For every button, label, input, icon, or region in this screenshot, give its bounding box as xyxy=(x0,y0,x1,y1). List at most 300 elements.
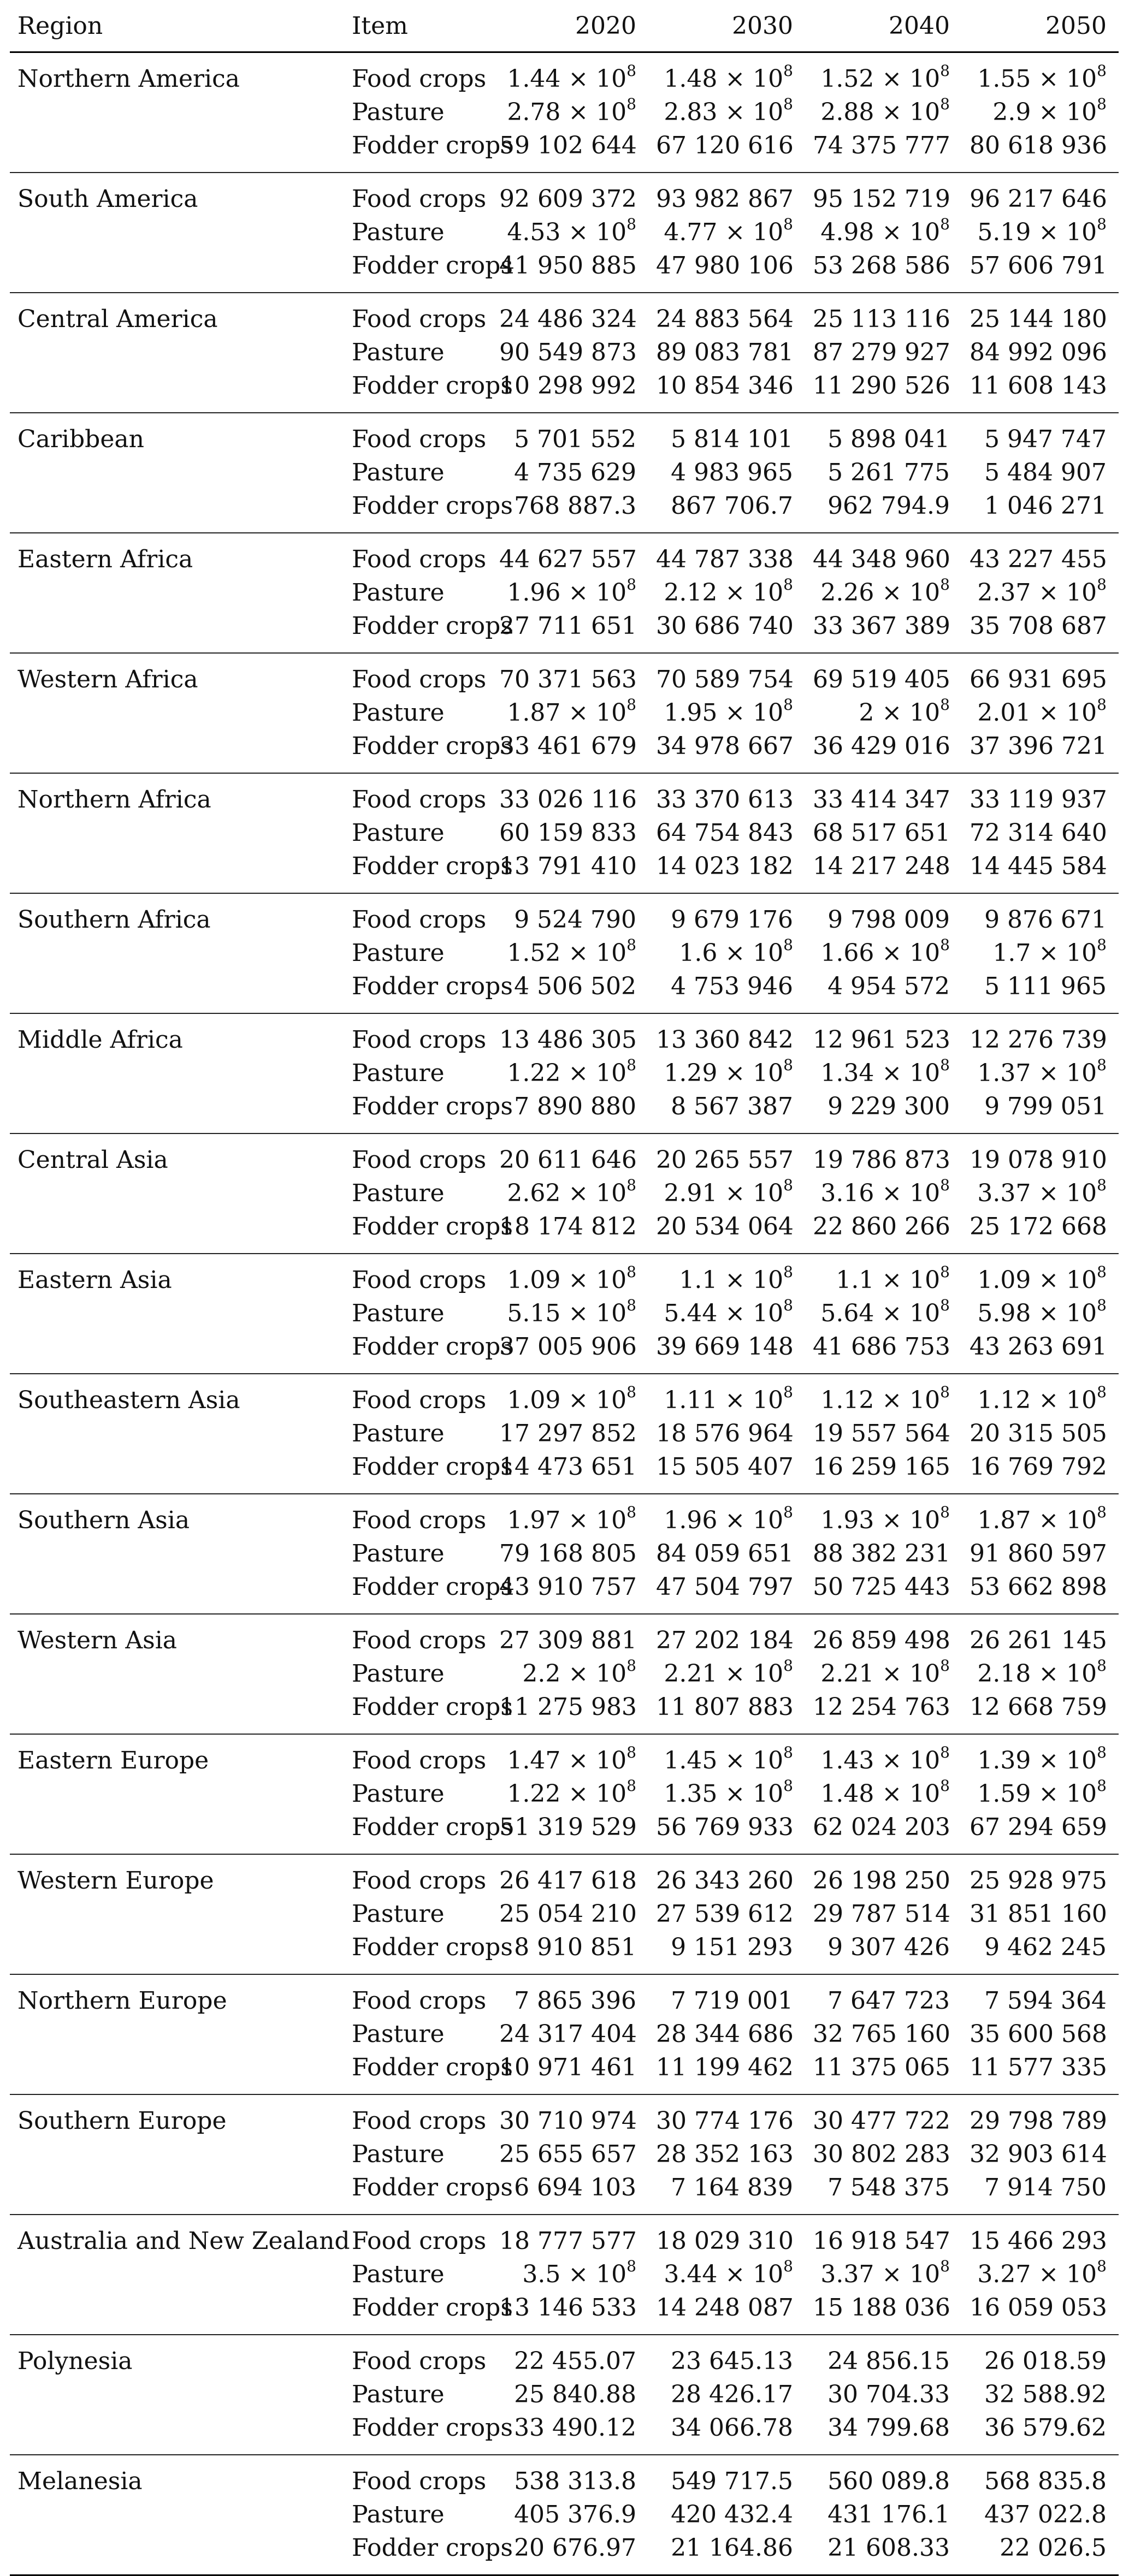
value-mantissa: 2.83 × 10 xyxy=(664,98,784,126)
value-mantissa: 4.53 × 10 xyxy=(507,218,627,246)
value-mantissa: 31 851 160 xyxy=(970,1900,1107,1928)
value-exponent: 8 xyxy=(626,696,636,714)
table-row xyxy=(10,216,1119,249)
value-cell xyxy=(648,696,805,729)
region-cell: Southern Europe xyxy=(17,2107,227,2135)
region-cell-empty xyxy=(10,2171,344,2215)
value-mantissa: 41 686 753 xyxy=(813,1333,950,1361)
region-cell-empty xyxy=(10,609,344,653)
value-mantissa: 19 078 910 xyxy=(970,1146,1107,1174)
region-group xyxy=(10,293,1119,413)
value-mantissa: 5 484 907 xyxy=(984,459,1107,486)
value-cell xyxy=(648,1537,805,1570)
region-cell: Western Europe xyxy=(17,1867,214,1895)
value-mantissa: 33 367 389 xyxy=(813,612,950,640)
item-cell: Pasture xyxy=(352,2260,445,2288)
value-mantissa: 1.09 × 10 xyxy=(507,1386,627,1414)
value-cell xyxy=(805,336,962,369)
value-cell xyxy=(805,609,962,653)
value-mantissa: 1.35 × 10 xyxy=(664,1780,784,1808)
value-exponent: 8 xyxy=(626,575,636,594)
value-mantissa: 1.22 × 10 xyxy=(507,1059,627,1087)
value-mantissa: 1.29 × 10 xyxy=(664,1059,784,1087)
value-mantissa: 1.37 × 10 xyxy=(977,1059,1097,1087)
value-cell xyxy=(648,2138,805,2171)
table-row xyxy=(10,1897,1119,1931)
item-cell: Fodder crops xyxy=(344,369,492,413)
value-mantissa: 30 477 722 xyxy=(813,2107,950,2135)
value-mantissa: 867 706.7 xyxy=(671,492,793,520)
value-cell xyxy=(962,2051,1119,2094)
value-cell xyxy=(492,1537,648,1570)
table-row xyxy=(10,2138,1119,2171)
value-cell xyxy=(805,970,962,1013)
item-cell: Fodder crops xyxy=(344,1931,492,1974)
value-mantissa: 20 534 064 xyxy=(656,1213,794,1240)
value-mantissa: 11 275 983 xyxy=(499,1693,637,1721)
item-cell: Fodder crops xyxy=(344,729,492,773)
value-mantissa: 50 725 443 xyxy=(813,1573,950,1601)
value-cell xyxy=(648,1417,805,1450)
value-mantissa: 1.09 × 10 xyxy=(507,1266,627,1294)
value-exponent: 8 xyxy=(783,1296,793,1315)
value-cell xyxy=(962,1537,1119,1570)
value-cell xyxy=(805,2138,962,2171)
value-mantissa: 17 297 852 xyxy=(499,1420,637,1447)
value-cell xyxy=(648,2051,805,2094)
value-mantissa: 34 066.78 xyxy=(671,2414,793,2442)
value-mantissa: 2.21 × 10 xyxy=(664,1660,784,1688)
value-mantissa: 2.37 × 10 xyxy=(977,579,1097,607)
value-cell xyxy=(962,96,1119,129)
item-cell: Fodder crops xyxy=(344,2411,492,2455)
region-group xyxy=(10,1614,1119,1734)
value-cell xyxy=(648,1133,805,1177)
value-mantissa: 33 370 613 xyxy=(656,786,794,814)
region-cell: Melanesia xyxy=(17,2467,143,2495)
region-group xyxy=(10,773,1119,893)
region-cell-empty xyxy=(10,850,344,893)
value-mantissa: 60 159 833 xyxy=(499,819,637,847)
table-row xyxy=(10,1013,1119,1056)
item-cell: Food crops xyxy=(352,1506,487,1534)
value-mantissa: 2.88 × 10 xyxy=(820,98,941,126)
region-cell: Middle Africa xyxy=(17,1026,183,1054)
value-cell xyxy=(962,1254,1119,1297)
region-cell: Northern America xyxy=(17,65,240,93)
value-mantissa: 1.12 × 10 xyxy=(820,1386,941,1414)
value-exponent: 8 xyxy=(940,575,950,594)
value-mantissa: 25 840.88 xyxy=(514,2381,636,2408)
value-cell xyxy=(805,1450,962,1494)
value-mantissa: 7 890 880 xyxy=(514,1093,636,1120)
value-cell xyxy=(648,1657,805,1690)
value-exponent: 8 xyxy=(626,1056,636,1075)
value-cell xyxy=(648,1614,805,1657)
value-mantissa: 23 645.13 xyxy=(671,2347,793,2375)
table-row xyxy=(10,1090,1119,1133)
value-exponent: 8 xyxy=(626,215,636,234)
region-cell-empty xyxy=(10,2291,344,2335)
value-cell xyxy=(962,129,1119,173)
value-mantissa: 33 119 937 xyxy=(970,786,1107,814)
value-cell xyxy=(492,1210,648,1254)
value-cell xyxy=(805,2335,962,2378)
value-mantissa: 56 769 933 xyxy=(656,1813,794,1841)
value-mantissa: 19 557 564 xyxy=(813,1420,950,1447)
value-exponent: 8 xyxy=(783,1503,793,1522)
value-cell xyxy=(962,1374,1119,1417)
value-cell xyxy=(648,1374,805,1417)
table-row xyxy=(10,653,1119,696)
value-mantissa: 2.9 × 10 xyxy=(992,98,1097,126)
table-row xyxy=(10,369,1119,413)
header-2050: 2050 xyxy=(962,0,1119,52)
value-mantissa: 2.01 × 10 xyxy=(977,699,1097,727)
value-exponent: 8 xyxy=(783,215,793,234)
value-cell xyxy=(492,1330,648,1374)
region-cell-empty xyxy=(10,1090,344,1133)
value-exponent: 8 xyxy=(1097,936,1107,954)
value-cell xyxy=(648,1734,805,1777)
value-mantissa: 3.37 × 10 xyxy=(820,2260,941,2288)
value-mantissa: 2.78 × 10 xyxy=(507,98,627,126)
value-mantissa: 560 089.8 xyxy=(827,2467,950,2495)
value-exponent: 8 xyxy=(783,1743,793,1762)
value-mantissa: 1.6 × 10 xyxy=(679,939,784,967)
value-cell xyxy=(648,773,805,816)
value-mantissa: 11 375 065 xyxy=(813,2053,950,2081)
value-cell xyxy=(492,1854,648,1897)
value-exponent: 8 xyxy=(1097,1176,1107,1195)
item-cell: Pasture xyxy=(352,2020,445,2048)
region-cell-empty xyxy=(10,2051,344,2094)
value-mantissa: 24 317 404 xyxy=(499,2020,637,2048)
region-cell: Australia and New Zealand xyxy=(17,2227,350,2255)
value-cell xyxy=(648,1090,805,1133)
region-cell-empty xyxy=(10,249,344,293)
value-cell xyxy=(962,576,1119,609)
value-cell xyxy=(962,1811,1119,1854)
value-cell xyxy=(962,1133,1119,1177)
value-mantissa: 15 505 407 xyxy=(656,1453,794,1481)
value-cell xyxy=(492,970,648,1013)
value-mantissa: 7 914 750 xyxy=(984,2174,1107,2201)
value-mantissa: 2.2 × 10 xyxy=(522,1660,627,1688)
value-mantissa: 13 791 410 xyxy=(499,852,637,880)
item-cell: Pasture xyxy=(352,939,445,967)
header-row xyxy=(10,0,1119,52)
value-cell xyxy=(492,893,648,936)
value-cell xyxy=(492,2051,648,2094)
value-mantissa: 25 054 210 xyxy=(499,1900,637,1928)
value-mantissa: 10 854 346 xyxy=(656,372,794,400)
value-cell xyxy=(492,1013,648,1056)
item-cell: Fodder crops xyxy=(344,970,492,1013)
value-exponent: 8 xyxy=(626,1777,636,1795)
value-cell xyxy=(648,2094,805,2138)
item-cell: Pasture xyxy=(352,2381,445,2408)
value-mantissa: 20 265 557 xyxy=(656,1146,794,1174)
value-mantissa: 568 835.8 xyxy=(984,2467,1107,2495)
value-exponent: 8 xyxy=(783,575,793,594)
item-cell: Food crops xyxy=(352,1987,487,2015)
item-cell: Pasture xyxy=(352,1900,445,1928)
value-mantissa: 2.26 × 10 xyxy=(820,579,941,607)
value-mantissa: 1.43 × 10 xyxy=(820,1747,941,1774)
value-cell xyxy=(492,2215,648,2258)
value-exponent: 8 xyxy=(1097,1296,1107,1315)
value-mantissa: 69 519 405 xyxy=(813,666,950,693)
value-cell xyxy=(648,1177,805,1210)
value-cell xyxy=(648,249,805,293)
value-mantissa: 4 954 572 xyxy=(827,972,950,1000)
item-cell: Fodder crops xyxy=(344,609,492,653)
value-mantissa: 28 344 686 xyxy=(656,2020,794,2048)
value-mantissa: 21 608.33 xyxy=(827,2534,950,2562)
value-cell xyxy=(492,489,648,533)
value-cell xyxy=(805,2017,962,2051)
value-mantissa: 1.34 × 10 xyxy=(820,1059,941,1087)
value-mantissa: 53 662 898 xyxy=(970,1573,1107,1601)
header-item: Item xyxy=(344,0,492,52)
value-mantissa: 2.62 × 10 xyxy=(507,1179,627,1207)
table-row xyxy=(10,1133,1119,1177)
value-cell xyxy=(492,1494,648,1537)
value-mantissa: 1.48 × 10 xyxy=(664,65,784,93)
region-cell: Southern Asia xyxy=(17,1506,190,1534)
value-mantissa: 7 865 396 xyxy=(514,1987,636,2015)
value-cell xyxy=(962,336,1119,369)
value-cell xyxy=(492,729,648,773)
region-cell: Western Africa xyxy=(17,666,198,693)
value-mantissa: 2.21 × 10 xyxy=(820,1660,941,1688)
value-cell xyxy=(962,936,1119,970)
value-mantissa: 3.5 × 10 xyxy=(522,2260,627,2288)
value-mantissa: 11 807 883 xyxy=(656,1693,794,1721)
value-cell xyxy=(492,2017,648,2051)
value-mantissa: 53 268 586 xyxy=(813,252,950,280)
value-mantissa: 27 711 651 xyxy=(499,612,637,640)
value-cell xyxy=(492,173,648,216)
value-cell xyxy=(648,2531,805,2575)
item-cell: Food crops xyxy=(352,65,487,93)
value-cell xyxy=(648,936,805,970)
value-mantissa: 15 188 036 xyxy=(813,2294,950,2322)
value-mantissa: 1.87 × 10 xyxy=(977,1506,1097,1534)
value-exponent: 8 xyxy=(1097,696,1107,714)
value-mantissa: 3.16 × 10 xyxy=(820,1179,941,1207)
value-cell xyxy=(962,653,1119,696)
value-mantissa: 1.11 × 10 xyxy=(664,1386,784,1414)
value-mantissa: 5 898 041 xyxy=(827,425,950,453)
table-row xyxy=(10,2411,1119,2455)
value-mantissa: 437 022.8 xyxy=(984,2501,1107,2528)
value-cell xyxy=(648,293,805,336)
value-cell xyxy=(962,2531,1119,2575)
region-cell-empty xyxy=(10,1056,344,1090)
value-mantissa: 80 618 936 xyxy=(970,132,1107,159)
value-cell xyxy=(962,1056,1119,1090)
header-2030: 2030 xyxy=(648,0,805,52)
value-cell xyxy=(805,2291,962,2335)
value-mantissa: 26 198 250 xyxy=(813,1867,950,1895)
value-cell xyxy=(492,1254,648,1297)
data-table xyxy=(10,0,1119,2576)
value-mantissa: 2.91 × 10 xyxy=(664,1179,784,1207)
value-cell xyxy=(648,413,805,456)
value-exponent: 8 xyxy=(783,1056,793,1075)
value-exponent: 8 xyxy=(783,1657,793,1675)
value-mantissa: 405 376.9 xyxy=(514,2501,636,2528)
table-row xyxy=(10,1494,1119,1537)
value-cell xyxy=(805,729,962,773)
item-cell: Food crops xyxy=(352,2107,487,2135)
value-mantissa: 67 120 616 xyxy=(656,132,794,159)
value-mantissa: 93 982 867 xyxy=(656,185,794,213)
region-cell-empty xyxy=(10,1657,344,1690)
value-mantissa: 4 506 502 xyxy=(514,972,636,1000)
value-mantissa: 33 026 116 xyxy=(499,786,637,814)
value-exponent: 8 xyxy=(1097,95,1107,114)
item-cell: Food crops xyxy=(352,1386,487,1414)
value-cell xyxy=(492,1974,648,2017)
table-row xyxy=(10,533,1119,576)
value-exponent: 8 xyxy=(626,2257,636,2276)
region-cell-empty xyxy=(10,1450,344,1494)
value-exponent: 8 xyxy=(940,1743,950,1762)
table-row xyxy=(10,1330,1119,1374)
item-cell: Fodder crops xyxy=(344,2291,492,2335)
value-exponent: 8 xyxy=(940,1657,950,1675)
value-mantissa: 92 609 372 xyxy=(499,185,637,213)
value-mantissa: 9 798 009 xyxy=(827,906,950,934)
table-row xyxy=(10,2498,1119,2531)
value-cell xyxy=(648,1297,805,1330)
value-mantissa: 22 026.5 xyxy=(1000,2534,1107,2562)
region-group xyxy=(10,1133,1119,1254)
item-cell: Pasture xyxy=(352,1780,445,1808)
value-cell xyxy=(492,96,648,129)
value-mantissa: 13 360 842 xyxy=(656,1026,794,1054)
value-mantissa: 420 432.4 xyxy=(671,2501,793,2528)
value-mantissa: 44 627 557 xyxy=(499,545,637,573)
value-cell xyxy=(648,2498,805,2531)
value-cell xyxy=(648,1570,805,1614)
region-cell-empty xyxy=(10,1570,344,1614)
value-mantissa: 5 814 101 xyxy=(671,425,793,453)
table-row xyxy=(10,2051,1119,2094)
item-cell: Fodder crops xyxy=(344,1570,492,1614)
table-row xyxy=(10,1777,1119,1811)
value-cell xyxy=(648,1056,805,1090)
value-cell xyxy=(648,1690,805,1734)
region-group xyxy=(10,52,1119,173)
value-mantissa: 16 059 053 xyxy=(970,2294,1107,2322)
value-cell xyxy=(962,1897,1119,1931)
value-cell xyxy=(805,850,962,893)
value-cell xyxy=(805,1056,962,1090)
value-mantissa: 12 276 739 xyxy=(970,1026,1107,1054)
table-row xyxy=(10,2017,1119,2051)
item-cell: Pasture xyxy=(352,1179,445,1207)
value-cell xyxy=(962,2258,1119,2291)
value-mantissa: 1.47 × 10 xyxy=(507,1747,627,1774)
value-cell xyxy=(492,1734,648,1777)
region-cell-empty xyxy=(10,576,344,609)
table-row xyxy=(10,1177,1119,1210)
value-mantissa: 62 024 203 xyxy=(813,1813,950,1841)
value-cell xyxy=(492,2258,648,2291)
value-cell xyxy=(805,1777,962,1811)
table-row xyxy=(10,893,1119,936)
value-exponent: 8 xyxy=(1097,2257,1107,2276)
region-cell-empty xyxy=(10,2258,344,2291)
table-row xyxy=(10,1811,1119,1854)
value-cell xyxy=(962,1090,1119,1133)
value-cell xyxy=(492,2291,648,2335)
value-cell xyxy=(492,1777,648,1811)
table-header xyxy=(10,0,1119,52)
table-row xyxy=(10,2094,1119,2138)
value-cell xyxy=(648,129,805,173)
value-cell xyxy=(805,1133,962,1177)
value-cell xyxy=(805,2531,962,2575)
value-cell xyxy=(648,609,805,653)
region-cell: Eastern Africa xyxy=(17,545,193,573)
region-cell-empty xyxy=(10,729,344,773)
value-mantissa: 14 023 182 xyxy=(656,852,794,880)
value-cell xyxy=(805,936,962,970)
value-mantissa: 20 611 646 xyxy=(499,1146,637,1174)
value-cell xyxy=(805,216,962,249)
value-cell xyxy=(648,336,805,369)
value-cell xyxy=(492,369,648,413)
value-cell xyxy=(962,2138,1119,2171)
value-mantissa: 28 352 163 xyxy=(656,2140,794,2168)
region-cell-empty xyxy=(10,2531,344,2575)
value-cell xyxy=(962,893,1119,936)
value-mantissa: 1.12 × 10 xyxy=(977,1386,1097,1414)
item-cell: Pasture xyxy=(352,339,445,366)
value-mantissa: 18 777 577 xyxy=(499,2227,637,2255)
value-cell xyxy=(805,1254,962,1297)
item-cell: Fodder crops xyxy=(344,1330,492,1374)
region-cell: Polynesia xyxy=(17,2347,133,2375)
value-mantissa: 35 708 687 xyxy=(970,612,1107,640)
value-mantissa: 84 059 651 xyxy=(656,1540,794,1568)
table-row xyxy=(10,609,1119,653)
value-cell xyxy=(492,336,648,369)
value-mantissa: 28 426.17 xyxy=(671,2381,793,2408)
table-row xyxy=(10,970,1119,1013)
value-exponent: 8 xyxy=(940,1263,950,1281)
value-exponent: 8 xyxy=(1097,1263,1107,1281)
item-cell: Fodder crops xyxy=(344,1090,492,1133)
value-cell xyxy=(962,1013,1119,1056)
value-mantissa: 1.22 × 10 xyxy=(507,1780,627,1808)
item-cell: Fodder crops xyxy=(344,2051,492,2094)
value-cell xyxy=(492,773,648,816)
value-cell xyxy=(805,1374,962,1417)
value-cell xyxy=(805,1090,962,1133)
value-cell xyxy=(805,1897,962,1931)
item-cell: Pasture xyxy=(352,459,445,486)
region-group xyxy=(10,1254,1119,1374)
value-mantissa: 11 577 335 xyxy=(970,2053,1107,2081)
value-cell xyxy=(805,173,962,216)
value-mantissa: 1.52 × 10 xyxy=(820,65,941,93)
